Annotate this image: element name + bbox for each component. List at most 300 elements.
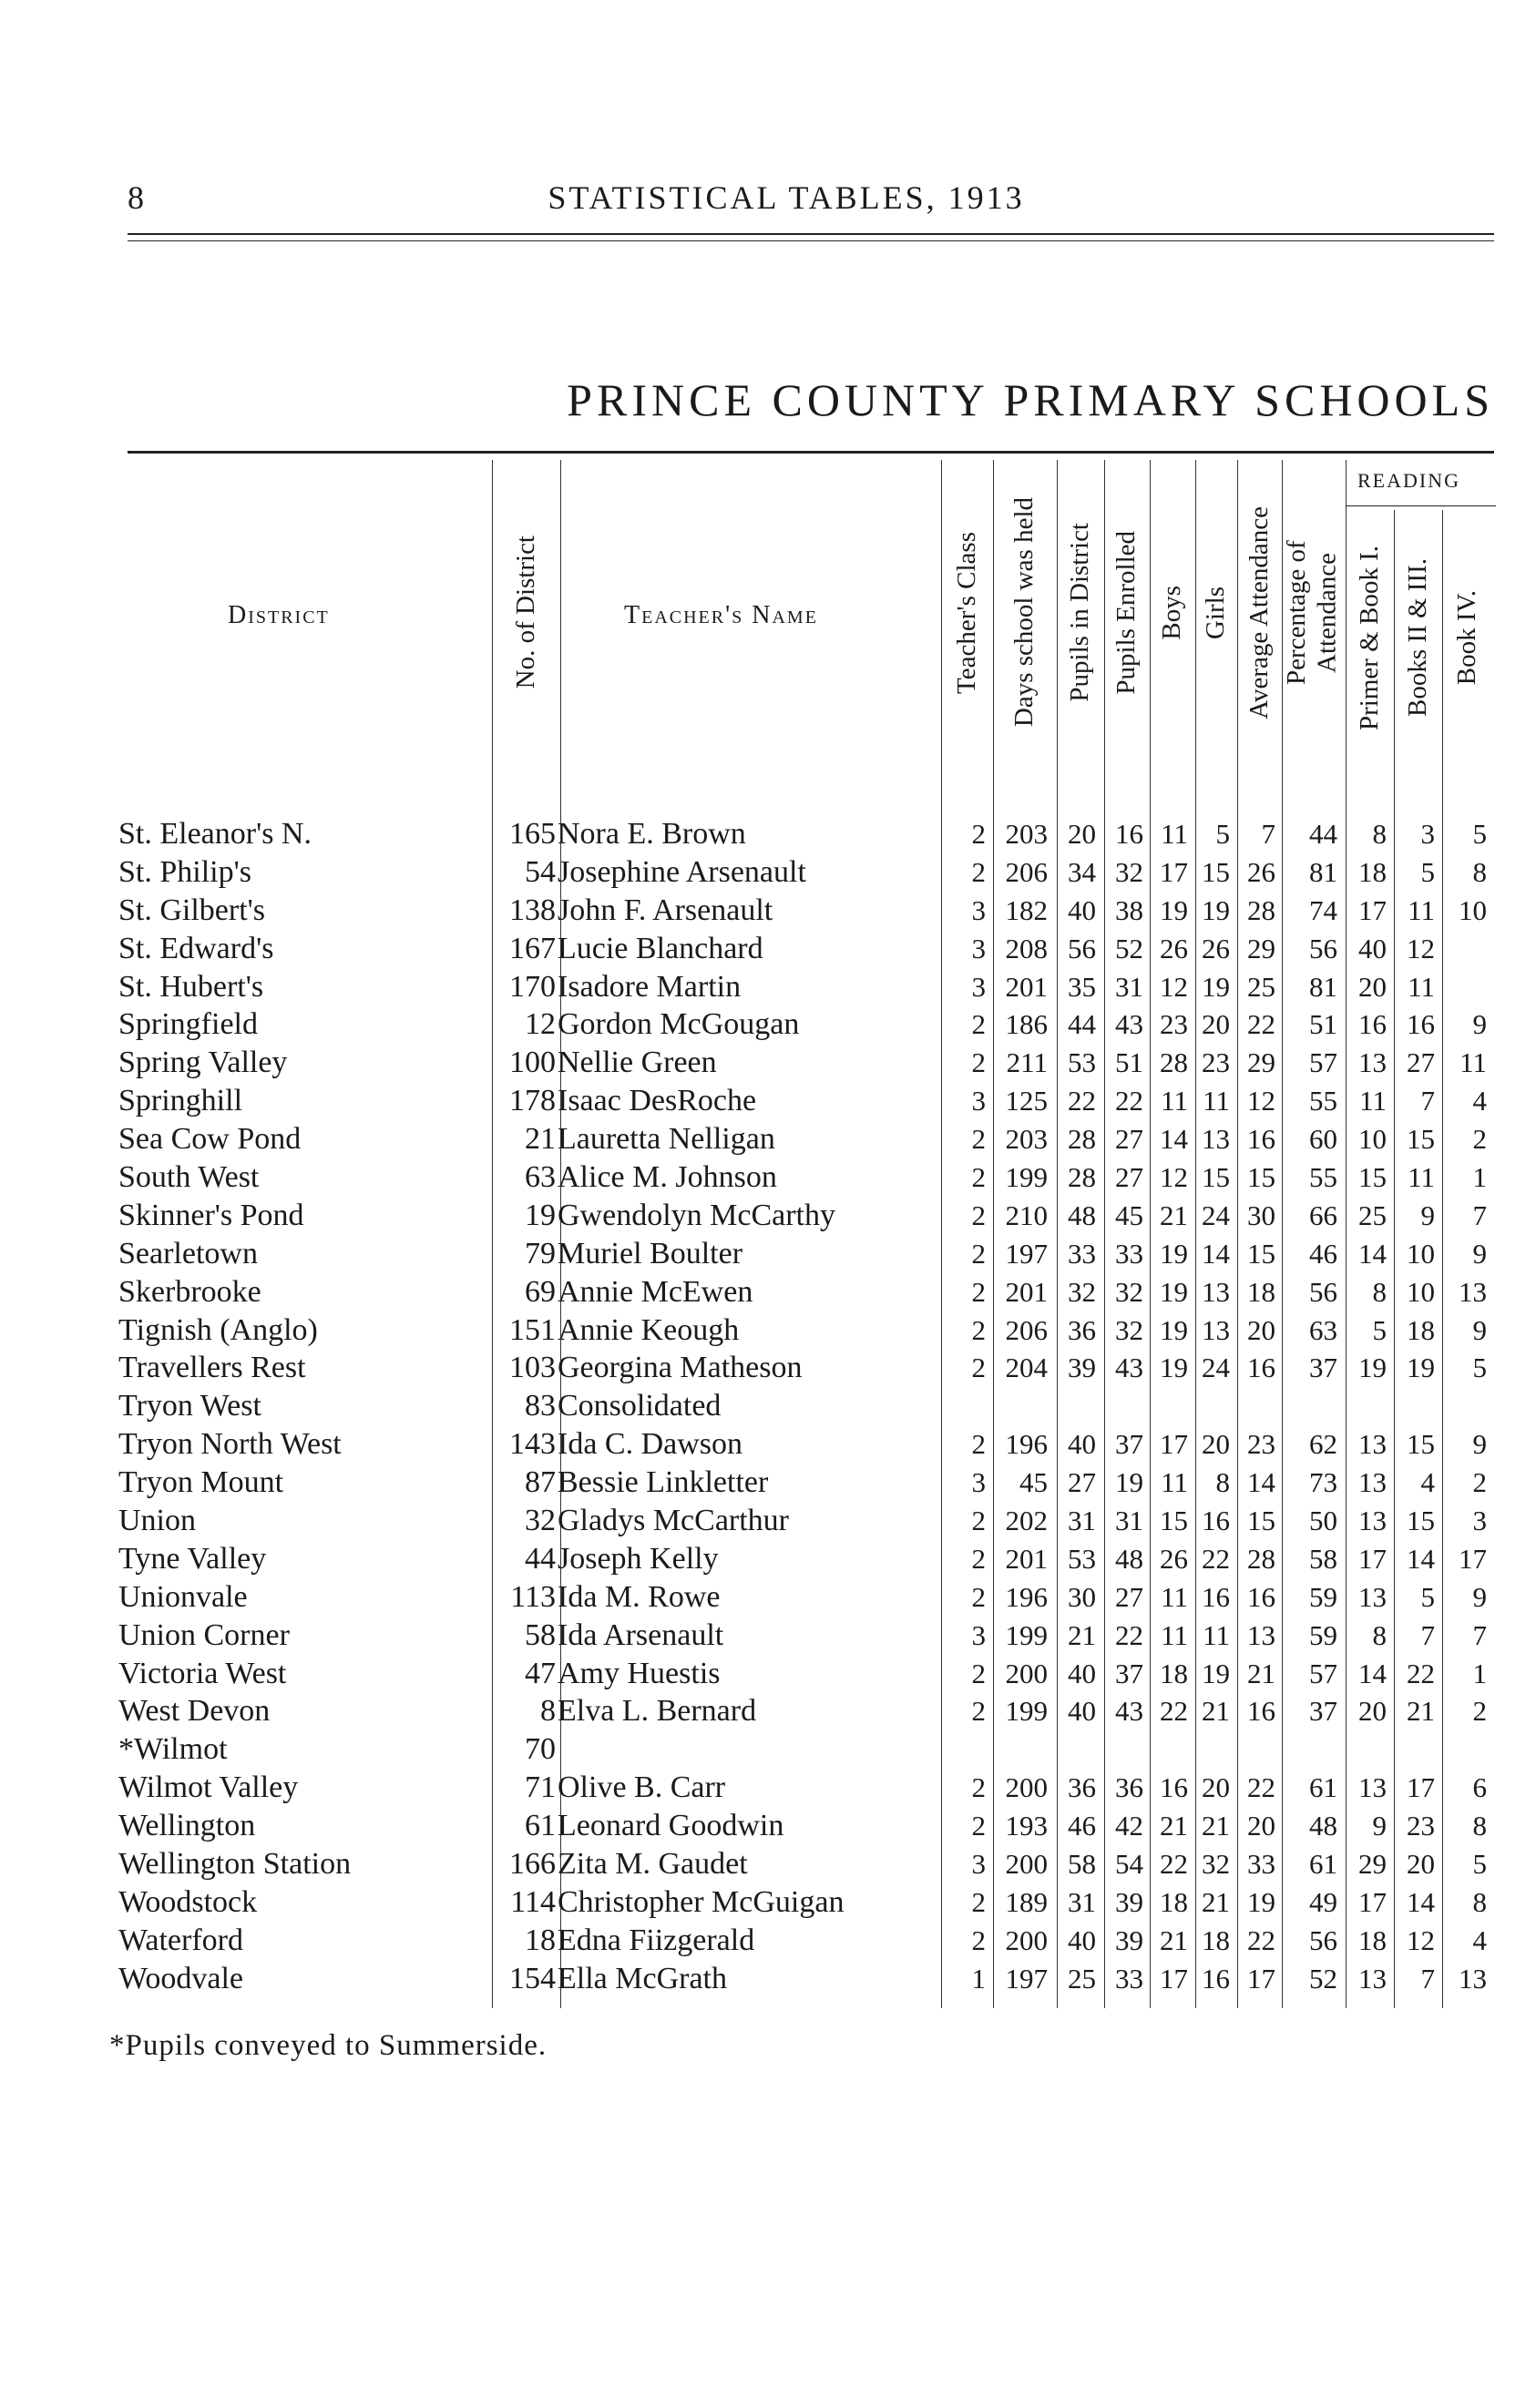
table-row bbox=[0, 1655, 1536, 1693]
cell-days: 186 bbox=[1005, 1008, 1048, 1041]
cell-days: 125 bbox=[1005, 1085, 1048, 1117]
cell-b4: 10 bbox=[1459, 893, 1487, 926]
cell-district: Victoria West bbox=[118, 1656, 287, 1690]
cell-no-of-district: 54 bbox=[525, 854, 556, 889]
cell-b1: 13 bbox=[1358, 1580, 1387, 1613]
cell-b1: 17 bbox=[1358, 1885, 1387, 1918]
cell-cls: 2 bbox=[971, 1352, 986, 1384]
cell-days: 204 bbox=[1005, 1352, 1048, 1384]
cell-pct: 62 bbox=[1309, 1428, 1337, 1461]
cell-b23: 3 bbox=[1420, 818, 1435, 850]
table-row bbox=[0, 930, 1536, 968]
cell-b4: 7 bbox=[1472, 1199, 1487, 1231]
cell-enrolled: 33 bbox=[1115, 1962, 1143, 1995]
cell-cls: 3 bbox=[971, 932, 986, 964]
cell-b1: 13 bbox=[1358, 1046, 1387, 1079]
cell-pupils: 28 bbox=[1068, 1161, 1096, 1194]
header-days-school-held: Days school was held bbox=[1009, 497, 1039, 728]
cell-avg: 14 bbox=[1247, 1466, 1275, 1499]
cell-teacher-name: Gladys McCarthur bbox=[558, 1504, 790, 1538]
cell-girls: 19 bbox=[1202, 970, 1230, 1003]
cell-b4: 8 bbox=[1472, 1810, 1487, 1842]
cell-no-of-district: 113 bbox=[510, 1579, 556, 1614]
table-row bbox=[0, 1005, 1536, 1044]
cell-days: 45 bbox=[1019, 1466, 1048, 1499]
cell-boys: 11 bbox=[1161, 1466, 1188, 1499]
cell-enrolled: 51 bbox=[1115, 1046, 1143, 1079]
cell-pupils: 33 bbox=[1068, 1237, 1096, 1270]
cell-girls: 19 bbox=[1202, 893, 1230, 926]
cell-pct: 60 bbox=[1309, 1123, 1337, 1156]
cell-pupils: 36 bbox=[1068, 1313, 1096, 1346]
cell-pct: 50 bbox=[1309, 1505, 1337, 1537]
cell-teacher-name: Ida C. Dawson bbox=[558, 1427, 743, 1462]
cell-b4: 2 bbox=[1472, 1695, 1487, 1728]
cell-b23: 9 bbox=[1420, 1199, 1435, 1231]
cell-avg: 25 bbox=[1247, 970, 1275, 1003]
cell-cls: 3 bbox=[971, 1085, 986, 1117]
cell-avg: 26 bbox=[1247, 855, 1275, 888]
cell-avg: 33 bbox=[1247, 1848, 1275, 1881]
cell-days: 200 bbox=[1005, 1771, 1048, 1804]
cell-boys: 21 bbox=[1160, 1923, 1188, 1956]
cell-pct: 44 bbox=[1309, 818, 1337, 850]
cell-pupils: 56 bbox=[1068, 932, 1096, 964]
table-row bbox=[0, 1769, 1536, 1807]
cell-avg: 12 bbox=[1247, 1085, 1275, 1117]
cell-teacher-name: Josephine Arsenault bbox=[558, 854, 806, 889]
cell-girls: 32 bbox=[1202, 1848, 1230, 1881]
cell-b23: 7 bbox=[1420, 1085, 1435, 1117]
cell-girls: 16 bbox=[1202, 1580, 1230, 1613]
cell-girls: 22 bbox=[1202, 1542, 1230, 1575]
cell-cls: 2 bbox=[971, 1428, 986, 1461]
cell-teacher-name: Nora E. Brown bbox=[558, 817, 746, 851]
cell-boys: 19 bbox=[1160, 1237, 1188, 1270]
table-row bbox=[0, 1387, 1536, 1425]
cell-district: Tyne Valley bbox=[118, 1541, 267, 1576]
cell-no-of-district: 69 bbox=[525, 1274, 556, 1309]
cell-no-of-district: 70 bbox=[525, 1732, 556, 1767]
cell-boys: 23 bbox=[1160, 1008, 1188, 1041]
cell-days: 210 bbox=[1005, 1199, 1048, 1231]
cell-b23: 5 bbox=[1420, 855, 1435, 888]
cell-days: 197 bbox=[1005, 1237, 1048, 1270]
cell-no-of-district: 143 bbox=[509, 1427, 556, 1462]
header-pupils-in-district: Pupils in District bbox=[1065, 523, 1095, 702]
cell-b23: 20 bbox=[1407, 1848, 1435, 1881]
cell-b1: 29 bbox=[1358, 1848, 1387, 1881]
table-row bbox=[0, 1082, 1536, 1120]
cell-pct: 59 bbox=[1309, 1580, 1337, 1613]
cell-no-of-district: 21 bbox=[525, 1122, 556, 1157]
cell-cls: 2 bbox=[971, 1046, 986, 1079]
cell-b4: 5 bbox=[1472, 818, 1487, 850]
cell-no-of-district: 12 bbox=[525, 1007, 556, 1042]
cell-b23: 12 bbox=[1407, 1923, 1435, 1956]
cell-b1: 14 bbox=[1358, 1657, 1387, 1689]
cell-b23: 10 bbox=[1407, 1275, 1435, 1308]
cell-boys: 11 bbox=[1161, 818, 1188, 850]
cell-b1: 18 bbox=[1358, 855, 1387, 888]
cell-avg: 30 bbox=[1247, 1199, 1275, 1231]
cell-b23: 14 bbox=[1407, 1885, 1435, 1918]
cell-teacher-name: Bessie Linkletter bbox=[558, 1465, 769, 1500]
cell-district: Spring Valley bbox=[118, 1046, 288, 1080]
cell-enrolled: 43 bbox=[1115, 1352, 1143, 1384]
cell-days: 200 bbox=[1005, 1848, 1048, 1881]
cell-district: *Wilmot bbox=[118, 1732, 228, 1767]
cell-pupils: 22 bbox=[1068, 1085, 1096, 1117]
cell-enrolled: 39 bbox=[1115, 1923, 1143, 1956]
cell-pct: 37 bbox=[1309, 1695, 1337, 1728]
cell-pupils: 46 bbox=[1068, 1810, 1096, 1842]
cell-boys: 19 bbox=[1160, 1313, 1188, 1346]
cell-pct: 51 bbox=[1309, 1008, 1337, 1041]
cell-boys: 19 bbox=[1160, 1352, 1188, 1384]
header-rule-2 bbox=[128, 240, 1494, 241]
cell-teacher-name: Christopher McGuigan bbox=[558, 1884, 845, 1919]
cell-b1: 19 bbox=[1358, 1352, 1387, 1384]
cell-district: Springfield bbox=[118, 1007, 258, 1042]
cell-b23: 10 bbox=[1407, 1237, 1435, 1270]
cell-avg: 16 bbox=[1247, 1352, 1275, 1384]
table-row bbox=[0, 1349, 1536, 1387]
cell-avg: 20 bbox=[1247, 1313, 1275, 1346]
cell-no-of-district: 103 bbox=[509, 1351, 556, 1385]
cell-enrolled: 38 bbox=[1115, 893, 1143, 926]
header-primer-book1: Primer & Book I. bbox=[1354, 545, 1384, 730]
cell-enrolled: 32 bbox=[1115, 1313, 1143, 1346]
cell-pupils: 27 bbox=[1068, 1466, 1096, 1499]
cell-b4: 5 bbox=[1472, 1352, 1487, 1384]
table-row bbox=[0, 1425, 1536, 1464]
cell-b4: 9 bbox=[1472, 1008, 1487, 1041]
cell-avg: 16 bbox=[1247, 1123, 1275, 1156]
cell-teacher-name: Georgina Matheson bbox=[558, 1351, 803, 1385]
table-row bbox=[0, 1845, 1536, 1883]
table-row bbox=[0, 1922, 1536, 1960]
cell-b23: 11 bbox=[1408, 970, 1435, 1003]
table-row bbox=[0, 1120, 1536, 1158]
cell-avg: 22 bbox=[1247, 1771, 1275, 1804]
cell-no-of-district: 71 bbox=[525, 1770, 556, 1805]
cell-b1: 13 bbox=[1358, 1962, 1387, 1995]
cell-enrolled: 54 bbox=[1115, 1848, 1143, 1881]
cell-pupils: 34 bbox=[1068, 855, 1096, 888]
cell-cls: 2 bbox=[971, 1313, 986, 1346]
cell-cls: 2 bbox=[971, 1505, 986, 1537]
cell-pupils: 44 bbox=[1068, 1008, 1096, 1041]
cell-teacher-name: Lauretta Nelligan bbox=[558, 1122, 775, 1157]
cell-enrolled: 27 bbox=[1115, 1123, 1143, 1156]
cell-teacher-name: Annie McEwen bbox=[558, 1274, 753, 1309]
cell-b4: 8 bbox=[1472, 855, 1487, 888]
table-row bbox=[0, 1235, 1536, 1273]
cell-pupils: 30 bbox=[1068, 1580, 1096, 1613]
cell-b1: 11 bbox=[1359, 1085, 1387, 1117]
cell-girls: 14 bbox=[1202, 1237, 1230, 1270]
cell-b1: 13 bbox=[1358, 1505, 1387, 1537]
cell-enrolled: 32 bbox=[1115, 1275, 1143, 1308]
cell-pct: 37 bbox=[1309, 1352, 1337, 1384]
cell-b23: 7 bbox=[1420, 1618, 1435, 1651]
table-row bbox=[0, 1540, 1536, 1578]
cell-cls: 2 bbox=[971, 1275, 986, 1308]
cell-enrolled: 37 bbox=[1115, 1428, 1143, 1461]
cell-b23: 18 bbox=[1407, 1313, 1435, 1346]
header-no-of-district: No. of District bbox=[510, 536, 540, 689]
cell-pct: 56 bbox=[1309, 1275, 1337, 1308]
cell-avg: 28 bbox=[1247, 1542, 1275, 1575]
cell-pupils: 53 bbox=[1068, 1542, 1096, 1575]
cell-no-of-district: 170 bbox=[509, 969, 556, 1004]
cell-no-of-district: 8 bbox=[540, 1694, 556, 1729]
cell-avg: 13 bbox=[1247, 1618, 1275, 1651]
cell-district: Wilmot Valley bbox=[118, 1770, 299, 1805]
cell-days: 201 bbox=[1005, 970, 1048, 1003]
cell-pct: 81 bbox=[1309, 970, 1337, 1003]
cell-pct: 66 bbox=[1309, 1199, 1337, 1231]
cell-girls: 20 bbox=[1202, 1771, 1230, 1804]
cell-district: St. Gilbert's bbox=[118, 893, 266, 927]
cell-boys: 11 bbox=[1161, 1580, 1188, 1613]
cell-pct: 55 bbox=[1309, 1161, 1337, 1194]
cell-b4: 9 bbox=[1472, 1580, 1487, 1613]
cell-b1: 16 bbox=[1358, 1008, 1387, 1041]
cell-b23: 7 bbox=[1420, 1962, 1435, 1995]
cell-b4: 1 bbox=[1472, 1657, 1487, 1689]
cell-b23: 22 bbox=[1407, 1657, 1435, 1689]
cell-cls: 3 bbox=[971, 893, 986, 926]
cell-b23: 27 bbox=[1407, 1046, 1435, 1079]
cell-boys: 19 bbox=[1160, 893, 1188, 926]
table-row bbox=[0, 1578, 1536, 1617]
cell-avg: 18 bbox=[1247, 1275, 1275, 1308]
cell-boys: 26 bbox=[1160, 1542, 1188, 1575]
cell-avg: 21 bbox=[1247, 1657, 1275, 1689]
cell-avg: 15 bbox=[1247, 1161, 1275, 1194]
cell-days: 202 bbox=[1005, 1505, 1048, 1537]
cell-days: 196 bbox=[1005, 1580, 1048, 1613]
cell-days: 199 bbox=[1005, 1161, 1048, 1194]
cell-b1: 8 bbox=[1372, 1618, 1387, 1651]
cell-no-of-district: 44 bbox=[525, 1541, 556, 1576]
cell-days: 200 bbox=[1005, 1657, 1048, 1689]
cell-cls: 2 bbox=[971, 1542, 986, 1575]
cell-b4: 4 bbox=[1472, 1085, 1487, 1117]
reading-rule bbox=[1346, 505, 1496, 506]
header-boys: Boys bbox=[1157, 585, 1187, 640]
cell-b1: 20 bbox=[1358, 1695, 1387, 1728]
cell-enrolled: 31 bbox=[1115, 1505, 1143, 1537]
cell-avg: 16 bbox=[1247, 1695, 1275, 1728]
cell-no-of-district: 138 bbox=[509, 893, 556, 927]
cell-b23: 4 bbox=[1420, 1466, 1435, 1499]
cell-days: 197 bbox=[1005, 1962, 1048, 1995]
header-book-4: Book IV. bbox=[1451, 589, 1481, 686]
cell-girls: 16 bbox=[1202, 1505, 1230, 1537]
cell-no-of-district: 83 bbox=[525, 1389, 556, 1423]
cell-enrolled: 16 bbox=[1115, 818, 1143, 850]
cell-district: Skerbrooke bbox=[118, 1274, 261, 1309]
table-row bbox=[0, 1883, 1536, 1922]
cell-days: 206 bbox=[1005, 1313, 1048, 1346]
cell-days: 203 bbox=[1005, 818, 1048, 850]
cell-district: St. Hubert's bbox=[118, 969, 264, 1004]
cell-pct: 63 bbox=[1309, 1313, 1337, 1346]
cell-enrolled: 33 bbox=[1115, 1237, 1143, 1270]
cell-boys: 17 bbox=[1160, 1962, 1188, 1995]
cell-teacher-name: Joseph Kelly bbox=[558, 1541, 719, 1576]
cell-pupils: 21 bbox=[1068, 1618, 1096, 1651]
cell-pupils: 31 bbox=[1068, 1505, 1096, 1537]
cell-b4: 2 bbox=[1472, 1466, 1487, 1499]
table-top-rule bbox=[128, 451, 1494, 454]
cell-b1: 15 bbox=[1358, 1161, 1387, 1194]
cell-district: St. Edward's bbox=[118, 931, 274, 965]
cell-days: 208 bbox=[1005, 932, 1048, 964]
cell-teacher-name: Alice M. Johnson bbox=[558, 1160, 777, 1195]
cell-days: 199 bbox=[1005, 1695, 1048, 1728]
cell-district: Wellington Station bbox=[118, 1847, 352, 1882]
cell-enrolled: 32 bbox=[1115, 855, 1143, 888]
cell-teacher-name: Amy Huestis bbox=[558, 1656, 721, 1690]
cell-teacher-name: Edna Fiizgerald bbox=[558, 1923, 755, 1957]
cell-boys: 28 bbox=[1160, 1046, 1188, 1079]
cell-teacher-name: Zita M. Gaudet bbox=[558, 1847, 748, 1882]
cell-teacher-name: Gwendolyn McCarthy bbox=[558, 1198, 836, 1232]
cell-pct: 61 bbox=[1309, 1848, 1337, 1881]
cell-b23: 12 bbox=[1407, 932, 1435, 964]
table-row bbox=[0, 853, 1536, 892]
cell-district: Searletown bbox=[118, 1236, 258, 1270]
cell-avg: 29 bbox=[1247, 932, 1275, 964]
cell-pct: 61 bbox=[1309, 1771, 1337, 1804]
cell-pct: 57 bbox=[1309, 1657, 1337, 1689]
cell-b4: 2 bbox=[1472, 1123, 1487, 1156]
cell-b4: 5 bbox=[1472, 1848, 1487, 1881]
cell-no-of-district: 166 bbox=[509, 1847, 556, 1882]
table-row bbox=[0, 1464, 1536, 1502]
cell-b23: 23 bbox=[1407, 1810, 1435, 1842]
cell-teacher-name: Olive B. Carr bbox=[558, 1770, 726, 1805]
header-teacher-name: Teacher's Name bbox=[624, 601, 818, 629]
cell-cls: 2 bbox=[971, 1657, 986, 1689]
cell-b1: 17 bbox=[1358, 893, 1387, 926]
cell-girls: 5 bbox=[1215, 818, 1230, 850]
cell-district: South West bbox=[118, 1160, 260, 1195]
cell-b23: 21 bbox=[1407, 1695, 1435, 1728]
table-row bbox=[0, 1273, 1536, 1311]
cell-district: Woodvale bbox=[118, 1961, 243, 1995]
cell-pct: 46 bbox=[1309, 1237, 1337, 1270]
cell-b1: 20 bbox=[1358, 970, 1387, 1003]
table-row bbox=[0, 1502, 1536, 1540]
cell-teacher-name: Elva L. Bernard bbox=[558, 1694, 757, 1729]
cell-boys: 14 bbox=[1160, 1123, 1188, 1156]
cell-pct: 73 bbox=[1309, 1466, 1337, 1499]
cell-days: 211 bbox=[1006, 1046, 1048, 1079]
cell-days: 206 bbox=[1005, 855, 1048, 888]
header-pupils-enrolled: Pupils Enrolled bbox=[1111, 530, 1142, 695]
cell-enrolled: 42 bbox=[1115, 1810, 1143, 1842]
cell-pupils: 40 bbox=[1068, 1428, 1096, 1461]
cell-enrolled: 45 bbox=[1115, 1199, 1143, 1231]
header-percentage-attendance: Percentage of Attendance bbox=[1282, 540, 1342, 685]
cell-no-of-district: 151 bbox=[509, 1312, 556, 1347]
cell-cls: 2 bbox=[971, 1771, 986, 1804]
cell-enrolled: 43 bbox=[1115, 1695, 1143, 1728]
cell-b4: 8 bbox=[1472, 1885, 1487, 1918]
cell-avg: 22 bbox=[1247, 1923, 1275, 1956]
cell-enrolled: 39 bbox=[1115, 1885, 1143, 1918]
cell-pupils: 58 bbox=[1068, 1848, 1096, 1881]
cell-girls: 20 bbox=[1202, 1008, 1230, 1041]
table-row bbox=[0, 1807, 1536, 1845]
cell-boys: 18 bbox=[1160, 1657, 1188, 1689]
cell-avg: 22 bbox=[1247, 1008, 1275, 1041]
cell-enrolled: 27 bbox=[1115, 1580, 1143, 1613]
cell-no-of-district: 63 bbox=[525, 1160, 556, 1195]
header-girls: Girls bbox=[1201, 586, 1231, 639]
cell-no-of-district: 61 bbox=[525, 1809, 556, 1843]
cell-boys: 22 bbox=[1160, 1695, 1188, 1728]
cell-no-of-district: 154 bbox=[509, 1961, 556, 1995]
cell-cls: 2 bbox=[971, 1695, 986, 1728]
header-reading: READING bbox=[1357, 469, 1460, 492]
cell-district: Tryon West bbox=[118, 1389, 261, 1423]
cell-cls: 2 bbox=[971, 1810, 986, 1842]
cell-b1: 25 bbox=[1358, 1199, 1387, 1231]
cell-no-of-district: 114 bbox=[510, 1884, 556, 1919]
cell-b23: 15 bbox=[1407, 1123, 1435, 1156]
cell-girls: 24 bbox=[1202, 1352, 1230, 1384]
cell-no-of-district: 87 bbox=[525, 1465, 556, 1500]
cell-district: Skinner's Pond bbox=[118, 1198, 304, 1232]
cell-district: Springhill bbox=[118, 1084, 243, 1118]
cell-avg: 28 bbox=[1247, 893, 1275, 926]
cell-boys: 22 bbox=[1160, 1848, 1188, 1881]
cell-pct: 81 bbox=[1309, 855, 1337, 888]
cell-girls: 26 bbox=[1202, 932, 1230, 964]
cell-b1: 18 bbox=[1358, 1923, 1387, 1956]
cell-cls: 2 bbox=[971, 1237, 986, 1270]
cell-boys: 21 bbox=[1160, 1199, 1188, 1231]
cell-b23: 15 bbox=[1407, 1428, 1435, 1461]
table-row bbox=[0, 1730, 1536, 1769]
cell-b23: 17 bbox=[1407, 1771, 1435, 1804]
cell-cls: 2 bbox=[971, 1580, 986, 1613]
cell-b4: 11 bbox=[1459, 1046, 1487, 1079]
cell-pct: 59 bbox=[1309, 1618, 1337, 1651]
cell-boys: 21 bbox=[1160, 1810, 1188, 1842]
cell-no-of-district: 165 bbox=[509, 817, 556, 851]
cell-girls: 13 bbox=[1202, 1275, 1230, 1308]
cell-cls: 3 bbox=[971, 1466, 986, 1499]
cell-girls: 24 bbox=[1202, 1199, 1230, 1231]
cell-girls: 13 bbox=[1202, 1313, 1230, 1346]
table-row bbox=[0, 1197, 1536, 1235]
table-row bbox=[0, 968, 1536, 1006]
cell-b1: 14 bbox=[1358, 1237, 1387, 1270]
cell-pct: 52 bbox=[1309, 1962, 1337, 1995]
cell-enrolled: 22 bbox=[1115, 1618, 1143, 1651]
cell-teacher-name: Muriel Boulter bbox=[558, 1236, 743, 1270]
cell-district: Travellers Rest bbox=[118, 1351, 306, 1385]
cell-avg: 29 bbox=[1247, 1046, 1275, 1079]
cell-avg: 15 bbox=[1247, 1505, 1275, 1537]
